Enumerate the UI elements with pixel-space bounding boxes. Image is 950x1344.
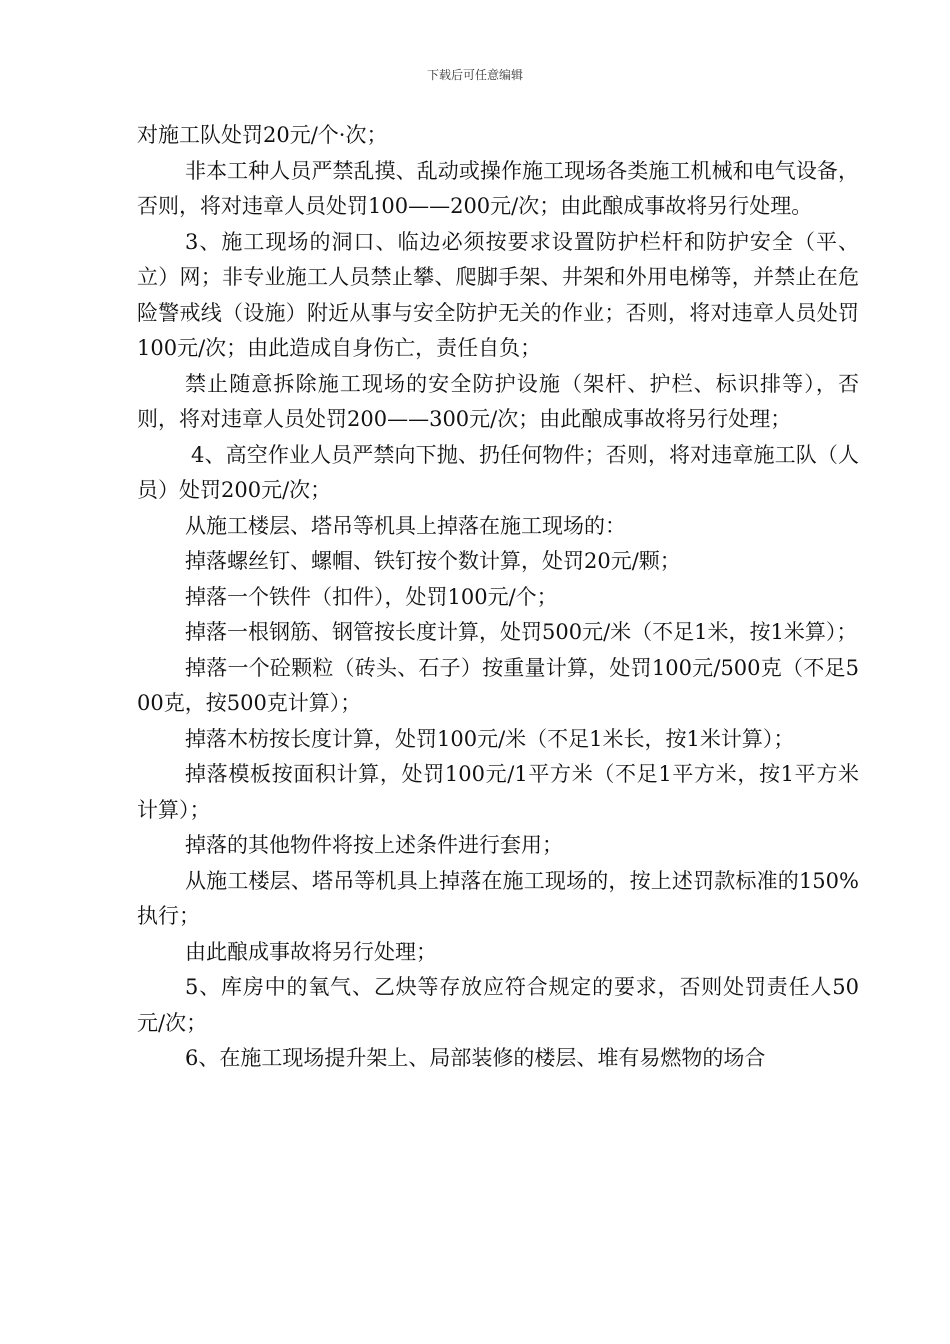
paragraph: 6、在施工现场提升架上、局部装修的楼层、堆有易燃物的场合 [185, 1046, 766, 1070]
paragraph: 掉落的其他物件将按上述条件进行套用； [185, 833, 563, 857]
paragraph: 禁止随意拆除施工现场的安全防护设施（架杆、护栏、标识排等），否则，将对违章人员处罚200——300元/次；由此酿成事故将另行处理； [137, 371, 859, 431]
paragraph: 掉落螺丝钉、螺帽、铁钉按个数计算，处罚20元/颗； [185, 549, 681, 573]
paragraph: 掉落一个砼颗粒（砖头、石子）按重量计算，处罚100元/500克（不足500克，按500克计算）； [137, 655, 859, 715]
paragraph: 非本工种人员严禁乱摸、乱动或操作施工现场各类施工机械和电气设备，否则，将对违章人员处罚100——200元/次；由此酿成事故将另行处理。 [137, 158, 859, 218]
paragraph: 5、库房中的氧气、乙炔等存放应符合规定的要求，否则处罚责任人50元/次； [137, 975, 859, 1035]
paragraph: 从施工楼层、塔吊等机具上掉落在施工现场的，按上述罚款标准的150%执行； [137, 868, 859, 928]
paragraph: 由此酿成事故将另行处理； [185, 939, 437, 964]
page-header: 下载后可任意编辑 [426, 68, 523, 82]
paragraph: 从施工楼层、塔吊等机具上掉落在施工现场的： [185, 513, 626, 538]
document-body [137, 118, 859, 1077]
paragraph: 对施工队处罚20元/个·次； [137, 123, 388, 147]
paragraph: 4、高空作业人员严禁向下抛、扔任何物件；否则，将对违章施工队（人员）处罚200元/次； [137, 442, 859, 502]
paragraph: 3、施工现场的洞口、临边必须按要求设置防护栏杆和防护安全（平、立）网；非专业施工人员禁止攀、爬脚手架、井架和外用电梯等，并禁止在危险警戒线（设施）附近从事与安全防护无关的作业；否则，将对违章人员处罚100元/次；由此造成自身伤亡，责任自负； [137, 229, 859, 360]
paragraph: 掉落模板按面积计算，处罚100元/1平方米（不足1平方米，按1平方米计算）； [137, 762, 859, 822]
paragraph: 掉落一根钢筋、钢管按长度计算，处罚500元/米（不足1米，按1米算）； [185, 620, 858, 644]
paragraph: 掉落木枋按长度计算，处罚100元/米（不足1米长，按1米计算）； [185, 726, 795, 751]
paragraph: 掉落一个铁件（扣件），处罚100元/个； [185, 584, 558, 609]
